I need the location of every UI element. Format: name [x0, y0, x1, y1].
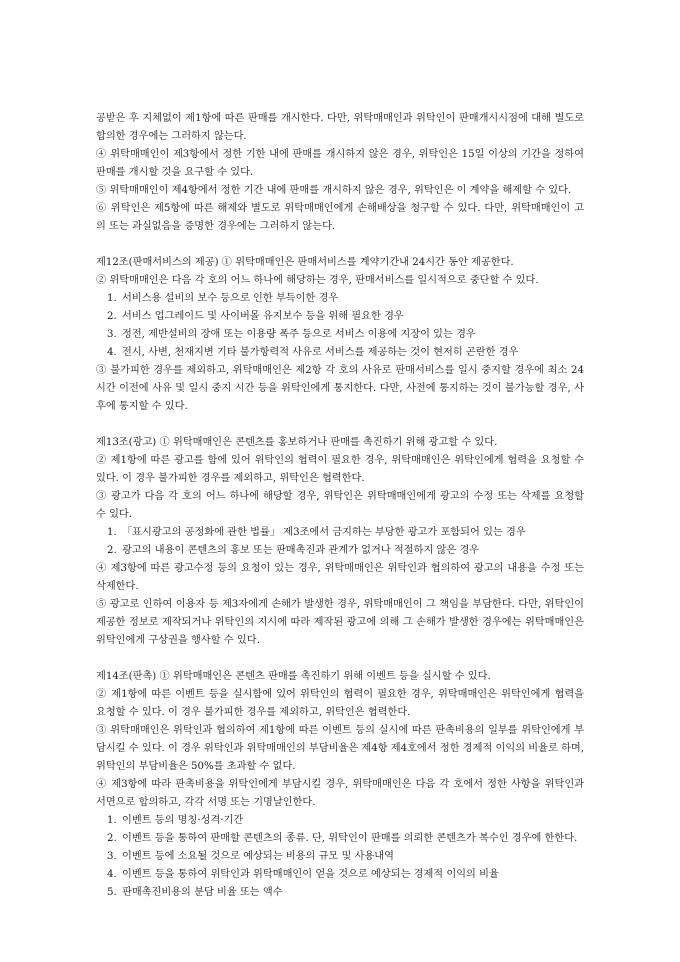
- paragraph: ⑤ 광고로 인하여 이용자 등 제3자에게 손해가 발생한 경우, 위탁매매인이 그 책임을 부담한다. 다만, 위탁인이 제공한 정보로 제작되거나 위탁인의 지시에 따라 제작된 광고에 의해 그 손해가 발생한 경우에는 위탁매매인은 위탁인에게 구상권을 행사할 수 있다.: [96, 599, 584, 646]
- paragraph: ② 제1항에 따른 이벤트 등을 실시함에 있어 위탁인의 협력이 필요한 경우, 위탁매매인은 위탁인에게 협력을 요청할 수 있다. 이 경우 불가피한 경우를 제외하고, 위탁인은 협력한다.: [96, 689, 585, 718]
- article-heading-paragraph: 제13조(광고) ① 위탁매매인은 콘텐츠를 홍보하거나 판매를 촉진하기 위해 광고할 수 있다.: [96, 437, 498, 448]
- section-spacer: [96, 236, 584, 254]
- list-item-text: 이벤트 등에 소요될 것으로 예상되는 비용의 규모 및 사용내역: [122, 851, 394, 862]
- paragraph: ④ 제3항에 따른 광고수정 등의 요청이 있는 경우, 위탁매매인은 위탁인과 협의하여 광고의 내용을 수정 또는 삭제한다.: [96, 563, 584, 592]
- section-spacer: [96, 416, 584, 434]
- paragraph: 공받은 후 지체없이 제1항에 따른 판매를 개시한다. 다만, 위탁매매인과 위탁인이 판매개시시점에 대해 별도로 합의한 경우에는 그러하지 않는다.: [96, 113, 584, 142]
- list-item-number: 3.: [107, 851, 117, 862]
- list-item-text: 이벤트 등을 통하여 판매할 콘텐츠의 종류. 단, 위탁인이 판매를 의뢰한 콘텐츠가 복수인 경우에 한한다.: [122, 833, 578, 844]
- list-item-text: 정전, 제반설비의 장애 또는 이용량 폭주 등으로 서비스 이용에 지장이 있는 경우: [122, 329, 476, 340]
- article-14: [96, 668, 584, 902]
- list-item: [96, 308, 584, 326]
- list-item: [96, 866, 584, 884]
- list-item-number: 4.: [107, 869, 117, 880]
- list-item: [96, 542, 584, 560]
- section-spacer: [96, 650, 584, 668]
- list-item-text: 서비스용 설비의 보수 등으로 인한 부득이한 경우: [122, 293, 339, 304]
- paragraph: ④ 위탁매매인이 제3항에서 정한 기한 내에 판매를 개시하지 않은 경우, 위탁인은 15일 이상의 기간을 정하여 판매를 개시할 것을 요구할 수 있다.: [96, 149, 584, 178]
- paragraph: ③ 위탁매매인은 위탁인과 협의하여 제1항에 따른 이벤트 등의 실시에 따른 판촉비용의 일부를 위탁인에게 부담시킬 수 있다. 이 경우 위탁인과 위탁매매인의 부담비율은 제4항 제4호에서 정한 경제적 이익의 비율로 하며, 위탁인의 부담비율은 50%를 초과할 수 없다.: [96, 725, 584, 772]
- paragraph: ⑥ 위탁인은 제5항에 따른 해제와 별도로 위탁매매인에게 손해배상을 청구할 수 있다. 다만, 위탁매매인이 고의 또는 과실없음을 증명한 경우에는 그러하지 않는다.: [96, 203, 584, 232]
- paragraph: ② 위탁매매인은 다음 각 호의 어느 하나에 해당하는 경우, 판매서비스를 일시적으로 중단할 수 있다.: [96, 275, 539, 286]
- article-heading-paragraph: 제14조(판촉) ① 위탁매매인은 콘텐츠 판매를 촉진하기 위해 이벤트 등을 실시할 수 있다.: [96, 671, 491, 682]
- list-item-text: 이벤트 등을 통하여 위탁인과 위탁매매인이 얻을 것으로 예상되는 경제적 이익의 비율: [122, 869, 499, 880]
- article-11-continuation: [96, 110, 584, 236]
- list-item: [96, 326, 584, 344]
- list-item-text: 광고의 내용이 콘텐츠의 홍보 또는 판매촉진과 관계가 없거나 적절하지 않은 경우: [122, 545, 480, 556]
- list-item-number: 2.: [107, 545, 117, 556]
- list-item-text: 이벤트 등의 명칭·성격·기간: [122, 815, 244, 826]
- paragraph: ⑤ 위탁매매인이 제4항에서 정한 기간 내에 판매를 개시하지 않은 경우, 위탁인은 이 계약을 해제할 수 있다.: [96, 185, 572, 196]
- list-item: [96, 830, 584, 848]
- list-item: [96, 344, 584, 362]
- list-item: [96, 812, 584, 830]
- list-item-number: 5.: [107, 887, 117, 898]
- list-item-number: 3.: [107, 329, 117, 340]
- list-item-number: 2.: [107, 833, 117, 844]
- list-item-text: 서비스 업그레이드 및 사이버몰 유지보수 등을 위해 필요한 경우: [122, 311, 404, 322]
- list-item: [96, 884, 584, 902]
- list-item: [96, 524, 584, 542]
- list-item-number: 2.: [107, 311, 117, 322]
- list-item: [96, 848, 584, 866]
- list-item-number: 1.: [107, 527, 117, 538]
- article-13: [96, 434, 584, 650]
- list-item-number: 1.: [107, 815, 117, 826]
- list-item-text: 전시, 사변, 천재지변 기타 불가항력적 사유로 서비스를 제공하는 것이 현저히 곤란한 경우: [122, 347, 519, 358]
- paragraph: ④ 제3항에 따라 판촉비용을 위탁인에게 부담시킬 경우, 위탁매매인은 다음 각 호에서 정한 사항을 위탁인과 서면으로 합의하고, 각각 서명 또는 기명날인한다.: [96, 779, 584, 808]
- paragraph: ③ 불가피한 경우를 제외하고, 위탁매매인은 제2항 각 호의 사유로 판매서비스를 일시 중지할 경우에 최소 24시간 이전에 사유 및 일시 중지 시간 등을 위탁인에게 통지한다. 다만, 사전에 통지하는 것이 불가능할 경우, 사후에 통지할 수 있다.: [96, 365, 584, 412]
- list-item-text: 판매촉진비용의 분담 비율 또는 액수: [122, 887, 283, 898]
- list-item-text: 「표시광고의 공정화에 관한 법률」 제3조에서 금지하는 부당한 광고가 포함되어 있는 경우: [122, 527, 526, 538]
- article-12: [96, 254, 584, 416]
- article-heading-paragraph: 제12조(판매서비스의 제공) ① 위탁매매인은 판매서비스를 계약기간내 24시간 동안 제공한다.: [96, 257, 514, 268]
- paragraph: ③ 광고가 다음 각 호의 어느 하나에 해당할 경우, 위탁인은 위탁매매인에게 광고의 수정 또는 삭제를 요청할 수 있다.: [96, 491, 584, 520]
- list-item: [96, 290, 584, 308]
- document-body: [96, 110, 584, 902]
- paragraph: ② 제1항에 따른 광고를 함에 있어 위탁인의 협력이 필요한 경우, 위탁매매인은 위탁인에게 협력을 요청할 수 있다. 이 경우 불가피한 경우를 제외하고, 위탁인은 협력한다.: [96, 455, 584, 484]
- list-item-number: 1.: [107, 293, 117, 304]
- list-item-number: 4.: [107, 347, 117, 358]
